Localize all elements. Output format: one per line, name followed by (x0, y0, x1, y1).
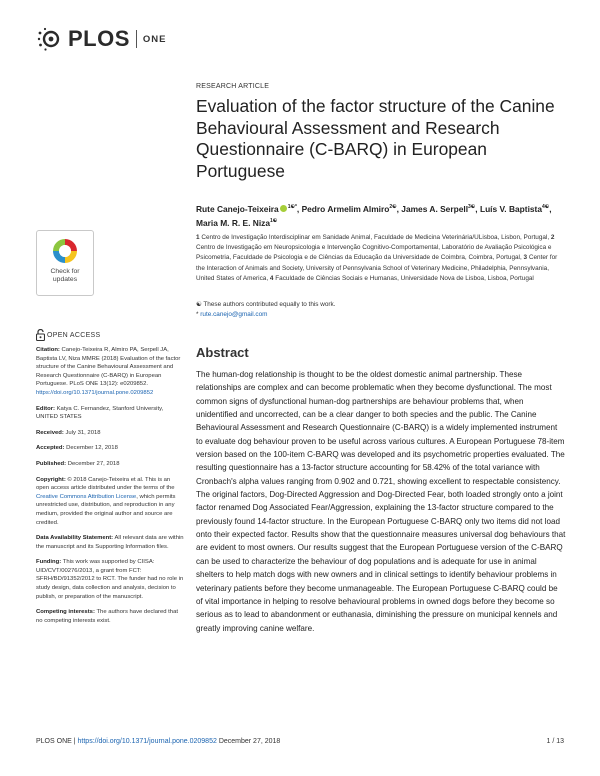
author-separator: , (549, 203, 552, 214)
accepted-block (36, 444, 184, 453)
author-affiliation-marker: 3☯ (468, 204, 476, 210)
affiliation-number: 1 (196, 234, 200, 241)
journal-name: ONE (142, 34, 167, 45)
page-footer (36, 738, 564, 745)
citation-block (36, 346, 184, 398)
author-list (196, 201, 556, 230)
affiliation-number: 3 (523, 254, 528, 262)
affiliation-text: Faculdade de Ciências Sociais e Humanas, Universidade Nova de Lisboa, Lisboa, Portugal (275, 274, 534, 282)
funding-text: This work was supported by CIISA: UID/CVT/00276/2013, a grant from FCT: SFRH/BD/91352/2012 to RCT. The funder had no role in study design, data collection and analysis, decision to publish, or preparation of the manuscript. (36, 559, 184, 600)
accepted-label: Accepted: (36, 445, 65, 452)
author-name[interactable]: Pedro Armelim Almiro (301, 203, 390, 214)
sidebar-metadata (36, 346, 184, 632)
funding-block (36, 558, 184, 601)
copyright-text-end: , which permits unrestricted use, distribution, and reproduction in any medium, provided the original author and source are credited. (36, 493, 176, 526)
accepted-date: December 12, 2018 (66, 445, 118, 452)
published-date: December 27, 2018 (67, 460, 120, 467)
corresponding-mark: * (196, 311, 199, 318)
author-notes (196, 300, 556, 320)
affiliation-number: 4 (269, 274, 274, 282)
citation-text: Canejo-Teixeira R, Almiro PA, Serpell JA, Baptista LV, Niza MMRE (2018) Evaluation of the factor structure of the Canine Behavioural Assessment and Research Questionnaire (C-BARQ) in European Portuguese. PLoS ONE 13(12): e0209852. (36, 347, 181, 388)
data-availability-text: All relevant data are within the manuscript and its Supporting Information files. (36, 535, 184, 550)
logo-word: PLOS (68, 26, 130, 51)
author-affiliation-marker: 1☯ (270, 218, 278, 225)
published-label: Published: (36, 460, 67, 467)
author-name[interactable]: Luís V. Baptista (479, 203, 543, 214)
open-lock-icon (36, 329, 45, 341)
check-updates-line2: updates (52, 276, 78, 283)
copyright-label: Copyright: (36, 476, 66, 483)
check-updates-icon (50, 236, 80, 266)
citation-label: Citation: (36, 347, 60, 353)
competing-interests-text: The authors have declared that no competing interests exist. (36, 609, 178, 624)
corresponding-author (196, 310, 556, 320)
published-block (36, 460, 184, 469)
footer-journal: PLOS ONE (36, 738, 72, 745)
open-access-label: OPEN ACCESS (47, 331, 101, 339)
abstract-heading: Abstract (196, 345, 249, 360)
logo-separator (136, 30, 137, 48)
equal-contribution-note: ☯ These authors contributed equally to this work. (196, 301, 336, 308)
check-for-updates-button[interactable] (36, 230, 94, 296)
author-name[interactable]: James A. Serpell (401, 203, 469, 214)
footer-doi-link[interactable]: https://doi.org/10.1371/journal.pone.0209852 (77, 738, 217, 745)
affiliation-text: Centro de Investigação Interdisciplinar em Sanidade Animal, Faculdade de Medicina Veterinária/ULisboa, Lisbon, Portugal, (201, 234, 550, 241)
affiliations (196, 233, 566, 284)
author-affiliation-marker: 2☯ (389, 204, 397, 210)
footer-date: December 27, 2018 (218, 738, 281, 745)
received-block (36, 429, 184, 438)
author-separator: , (396, 203, 402, 214)
abstract-text: The human-dog relationship is thought to be the oldest domestic animal partnership. These relationships are complex and can become problematic when they become dysfunctional. The most common signs of dysfunctional human-dog partnerships are behaviour problems that, when unidentified and uncorrected, can be a clear danger to both species and the public. The Canine Behavioural Assessment and Research Questionnaire (C-BARQ) is a widely implemented instrument to evaluate dog behaviour proven to be useful across various cultures. A European Portuguese 78-item version based on the 100-item C-BARQ was developed and its psychometric properties evaluated. The resulting questionnaire has a 13-factor structure accounting for 58.42% of the total variance with Cronbach's alpha values ranging from 0.902 and 0.721, showing excellent to respectable consistency. The original factors, Dog-Directed Aggression and Dog-Directed Fear, both loaded strongly onto a joint factor renamed Dog Associated Fear/Aggression, explaining the 13-factor structure compared to the previously found 14-factor structure. In the European Portuguese C-BARQ only two items did not load onto their expected factor. Results show that the questionnaire measures universal dog behaviours that are evident to most owners. Our results suggest that the European Portuguese version of the C-BARQ can be used to characterize the behaviour of dog populations and is adequate for use in animal shelters to help match dogs with new owners and in clinical settings to identify behaviour problems in veterinary patients before they become unmanageable. The European Portuguese C-BARQ could be of vital importance in helping to resolve behavioural problems in owned dogs before they become so serious as to lead to abandonment or euthanasia, diminishing the pressure on municipal kennels and greatly improving canine welfare. (196, 370, 566, 633)
open-access-badge (36, 329, 100, 341)
footer-separator: | (71, 738, 78, 745)
plos-emblem-icon (36, 26, 66, 52)
received-date: July 31, 2018 (65, 429, 101, 436)
affiliation-number: 2 (550, 234, 555, 241)
author-name[interactable]: Rute Canejo-Teixeira (196, 203, 279, 214)
received-label: Received: (36, 429, 64, 436)
orcid-icon[interactable] (280, 205, 287, 212)
email-link[interactable]: rute.canejo@gmail.com (200, 311, 268, 318)
author-affiliation-marker: 1☯* (287, 204, 297, 210)
affiliation-text: Center for the Interaction of Animals and Society, University of Pennsylvania School of Veterinary Medicine, Philadelphia, Pennsylvania, United States of America, (196, 254, 558, 282)
plos-logo[interactable] (36, 26, 167, 52)
citation-doi-link[interactable]: https://doi.org/10.1371/journal.pone.0209852 (36, 389, 154, 396)
author-separator: , (296, 203, 302, 214)
funding-label: Funding: (36, 559, 62, 566)
author-name[interactable]: Maria M. R. E. Niza (196, 218, 270, 229)
article-type: RESEARCH ARTICLE (196, 83, 270, 90)
page-number: 1 / 13 (546, 738, 564, 745)
data-availability-label: Data Availability Statement: (36, 535, 114, 542)
competing-interests-label: Competing interests: (36, 609, 95, 616)
affiliation-text: Centro de Investigação em Neuropsicologia e Intervenção Cognitivo-Comportamental, Laboratório de Avaliação Psicológica e Psicometria, Faculdade de Psicologia e de Ciências da Educação da Universidade de Coimbra, Coimbra, Portugal, (196, 244, 552, 262)
editor-text: Katya C. Fernandez, Stanford University, UNITED STATES (36, 405, 164, 421)
check-updates-line1: Check for (50, 268, 80, 275)
article-title: Evaluation of the factor structure of the Canine Behavioural Assessment and Research Questionnaire (C-BARQ) in European Portuguese (196, 96, 555, 181)
competing-interests-block (36, 608, 184, 625)
data-availability-block (36, 534, 184, 551)
author-separator: , (475, 203, 480, 214)
copyright-block (36, 476, 184, 528)
copyright-text: © 2018 Canejo-Teixeira et al. This is an open access article distributed under the terms of the (36, 476, 175, 492)
editor-block (36, 405, 184, 422)
editor-label: Editor: (36, 405, 55, 412)
author-affiliation-marker: 4☯ (542, 204, 550, 210)
license-link[interactable]: Creative Commons Attribution License (36, 493, 137, 500)
